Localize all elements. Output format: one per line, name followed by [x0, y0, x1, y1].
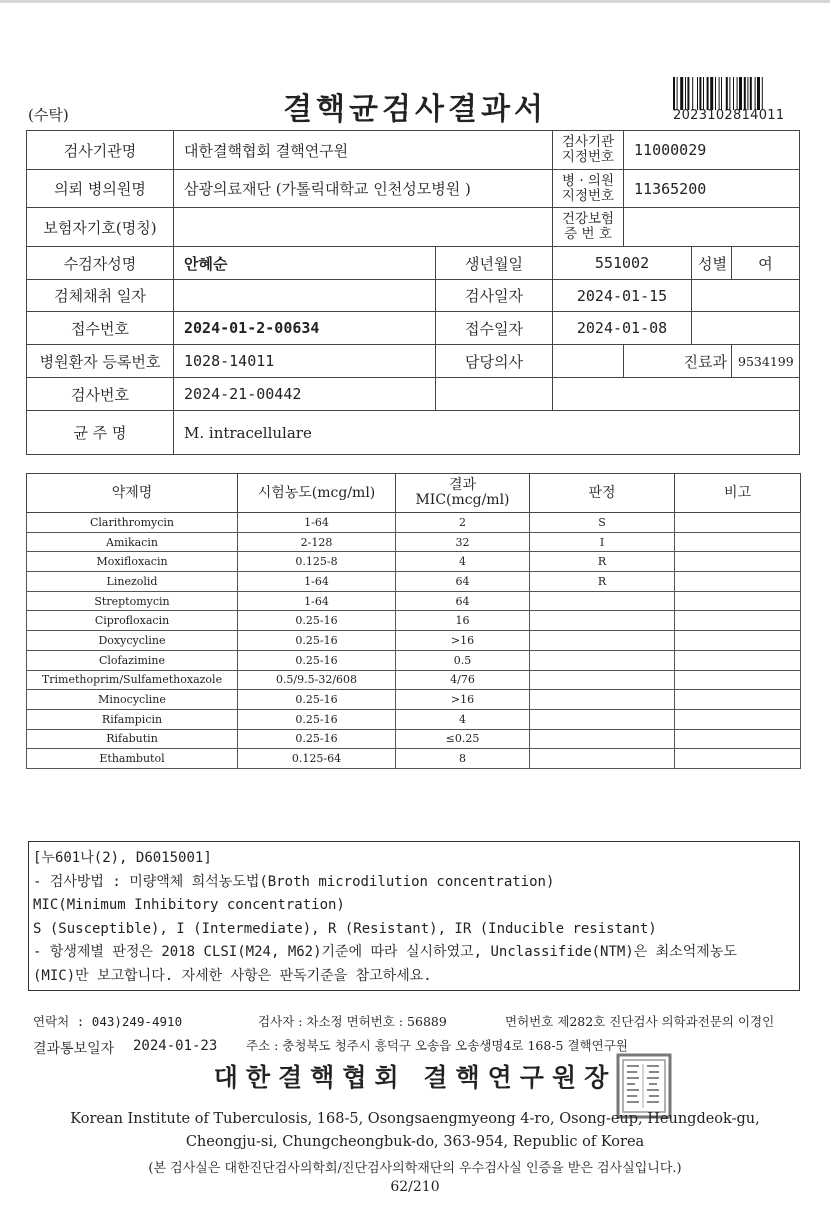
cell-judge	[530, 690, 675, 710]
cell-conc: 0.25-16	[238, 611, 396, 631]
cell-conc: 0.25-16	[238, 631, 396, 651]
test-date-blank	[692, 280, 800, 312]
insured-label: 보험자기호(명칭)	[27, 208, 174, 247]
patient-name-value: 안혜순	[174, 247, 436, 280]
test-number-blank-2	[553, 378, 800, 411]
page-number: 62/210	[390, 1179, 440, 1195]
species-label: 균 주 명	[27, 411, 174, 455]
insured-value	[174, 208, 553, 247]
receipt-date-blank	[692, 312, 800, 345]
cell-mic: 4/76	[396, 670, 530, 690]
doctor-value	[553, 345, 624, 378]
cell-mic: 2	[396, 513, 530, 533]
drug-rows	[27, 513, 801, 769]
cell-drug: Clofazimine	[27, 650, 238, 670]
cell-drug: Moxifloxacin	[27, 552, 238, 572]
table-row	[27, 532, 801, 552]
species-value: M. intracellulare	[174, 411, 800, 455]
cell-mic: >16	[396, 631, 530, 651]
cell-remark	[675, 532, 801, 552]
table-row	[27, 690, 801, 710]
institution-code-value: 11000029	[624, 131, 800, 170]
receipt-number-value: 2024-01-2-00634	[174, 312, 436, 345]
cell-drug: Doxycycline	[27, 631, 238, 651]
receipt-date-value: 2024-01-08	[553, 312, 692, 345]
cell-remark	[675, 729, 801, 749]
cell-mic: 64	[396, 572, 530, 592]
cell-mic: 0.5	[396, 650, 530, 670]
cell-drug: Ethambutol	[27, 749, 238, 769]
notice-date-value: 2024-01-23	[133, 1038, 218, 1054]
license-info: 면허번호 제282호 진단검사 의학과전문의 이경인	[505, 1014, 775, 1029]
department-label: 진료과	[624, 345, 732, 378]
cell-judge: R	[530, 552, 675, 572]
sex-value: 여	[732, 247, 800, 280]
table-row	[27, 709, 801, 729]
birth-date-label: 생년월일	[436, 247, 553, 280]
registration-number-value: 1028-14011	[174, 345, 436, 378]
cell-conc: 1-64	[238, 572, 396, 592]
doctor-label: 담당의사	[436, 345, 553, 378]
contact-info: 연락처 : 043)249-4910	[33, 1014, 183, 1029]
table-row	[27, 513, 801, 533]
cell-drug: Minocycline	[27, 690, 238, 710]
cell-remark	[675, 631, 801, 651]
address-english-line-2: Cheongju-si, Chungcheongbuk-do, 363-954, Republic of Korea	[185, 1134, 645, 1150]
institution-code-label: 검사기관 지정번호	[553, 131, 624, 170]
drug-header: 약제명	[27, 474, 238, 513]
top-border	[0, 0, 830, 3]
cell-conc: 0.125-8	[238, 552, 396, 572]
mic-header: 결과 MIC(mcg/ml)	[396, 474, 530, 513]
document-title: 결핵균검사결과서	[283, 92, 547, 127]
institution-value: 대한결핵협회 결핵연구원	[174, 131, 553, 170]
note-line: MIC(Minimum Inhibitory concentration)	[33, 897, 345, 913]
health-card-value	[624, 208, 800, 247]
test-date-value: 2024-01-15	[553, 280, 692, 312]
cell-mic: ≤0.25	[396, 729, 530, 749]
collection-date-value	[174, 280, 436, 312]
cell-judge	[530, 650, 675, 670]
cell-judge: S	[530, 513, 675, 533]
cell-drug: Rifampicin	[27, 709, 238, 729]
cell-mic: 64	[396, 591, 530, 611]
cell-conc: 0.25-16	[238, 709, 396, 729]
cell-conc: 1-64	[238, 591, 396, 611]
test-number-blank-1	[436, 378, 553, 411]
cell-judge	[530, 611, 675, 631]
cell-remark	[675, 552, 801, 572]
birth-date-value: 551002	[553, 247, 692, 280]
note-line: - 검사방법 : 미량액체 희석농도법(Broth microdilution concentration)	[33, 873, 555, 890]
cell-mic: 8	[396, 749, 530, 769]
hospital-code-label: 병 · 의원 지정번호	[553, 170, 624, 208]
cell-conc: 1-64	[238, 513, 396, 533]
cell-remark	[675, 670, 801, 690]
cell-remark	[675, 749, 801, 769]
remark-header: 비고	[675, 474, 801, 513]
official-seal-icon	[615, 1052, 673, 1120]
cell-remark	[675, 709, 801, 729]
cell-mic: 4	[396, 709, 530, 729]
note-line: S (Susceptible), I (Intermediate), R (Resistant), IR (Inducible resistant)	[33, 920, 657, 937]
cell-judge	[530, 709, 675, 729]
cell-conc: 0.25-16	[238, 690, 396, 710]
commission-label: (수탁)	[28, 106, 69, 124]
table-row	[27, 572, 801, 592]
barcode-number: 2023102814011	[673, 108, 785, 123]
cell-remark	[675, 591, 801, 611]
cell-conc: 0.5/9.5-32/608	[238, 670, 396, 690]
address-english-line-1: Korean Institute of Tuberculosis, 168-5, Osongsaengmyeong 4-ro, Osong-eup, Heungdeok-gu,	[70, 1111, 760, 1127]
health-card-label: 건강보험 증 번 호	[553, 208, 624, 247]
drug-susceptibility-table	[26, 473, 801, 769]
table-row	[27, 591, 801, 611]
receipt-number-label: 접수번호	[27, 312, 174, 345]
cell-remark	[675, 690, 801, 710]
inspector-info: 검사자 : 차소정 면허번호 : 56889	[258, 1014, 447, 1029]
cell-remark	[675, 650, 801, 670]
address-korean: 주소 : 충청북도 청주시 흥덕구 오송읍 오송생명4로 168-5 결핵연구원	[246, 1038, 628, 1053]
cell-conc: 0.25-16	[238, 729, 396, 749]
concentration-header: 시험농도(mcg/ml)	[238, 474, 396, 513]
cell-remark	[675, 513, 801, 533]
cell-conc: 0.25-16	[238, 650, 396, 670]
cell-conc: 2-128	[238, 532, 396, 552]
department-value: 9534199	[732, 345, 800, 378]
cell-drug: Linezolid	[27, 572, 238, 592]
note-line: [누601나(2), D6015001]	[33, 850, 212, 866]
cell-judge	[530, 591, 675, 611]
barcode-image	[673, 77, 791, 110]
cell-drug: Clarithromycin	[27, 513, 238, 533]
table-row	[27, 749, 801, 769]
table-row	[27, 611, 801, 631]
cell-judge	[530, 729, 675, 749]
requester-label: 의뢰 병의원명	[27, 170, 174, 208]
test-date-label: 검사일자	[436, 280, 553, 312]
sex-label: 성별	[692, 247, 732, 280]
cell-conc: 0.125-64	[238, 749, 396, 769]
cell-judge	[530, 670, 675, 690]
cell-judge	[530, 749, 675, 769]
cell-drug: Rifabutin	[27, 729, 238, 749]
cell-drug: Amikacin	[27, 532, 238, 552]
certification-note: (본 검사실은 대한진단검사의학회/진단검사의학재단의 우수검사실 인증을 받은 검사실입니다.)	[148, 1161, 682, 1176]
cell-judge: R	[530, 572, 675, 592]
requester-value: 삼광의료재단 (가톨릭대학교 인천성모병원 )	[174, 170, 553, 208]
cell-remark	[675, 611, 801, 631]
notes-box	[28, 841, 800, 991]
cell-mic: >16	[396, 690, 530, 710]
cell-judge: I	[530, 532, 675, 552]
notice-date-label: 결과통보일자	[33, 1041, 115, 1057]
table-row	[27, 729, 801, 749]
table-row	[27, 631, 801, 651]
hospital-code-value: 11365200	[624, 170, 800, 208]
patient-name-label: 수검자성명	[27, 247, 174, 280]
cell-drug: Streptomycin	[27, 591, 238, 611]
cell-mic: 32	[396, 532, 530, 552]
note-line: - 항생제별 판정은 2018 CLSI(M24, M62)기준에 따라 실시하였고, Unclassifide(NTM)은 최소억제농도	[33, 944, 737, 960]
test-number-label: 검사번호	[27, 378, 174, 411]
patient-info-table	[26, 130, 800, 455]
registration-number-label: 병원환자 등록번호	[27, 345, 174, 378]
cell-mic: 4	[396, 552, 530, 572]
cell-remark	[675, 572, 801, 592]
organization-name: 대한결핵협회 결핵연구원장	[213, 1063, 617, 1092]
table-row	[27, 552, 801, 572]
note-line: (MIC)만 보고합니다. 자세한 사항은 판독기준을 참고하세요.	[33, 967, 432, 984]
test-number-value: 2024-21-00442	[174, 378, 436, 411]
receipt-date-label: 접수일자	[436, 312, 553, 345]
table-row	[27, 650, 801, 670]
collection-date-label: 검체채취 일자	[27, 280, 174, 312]
cell-mic: 16	[396, 611, 530, 631]
institution-label: 검사기관명	[27, 131, 174, 170]
judgement-header: 판정	[530, 474, 675, 513]
cell-drug: Ciprofloxacin	[27, 611, 238, 631]
table-row	[27, 670, 801, 690]
cell-judge	[530, 631, 675, 651]
cell-drug: Trimethoprim/Sulfamethoxazole	[27, 670, 238, 690]
